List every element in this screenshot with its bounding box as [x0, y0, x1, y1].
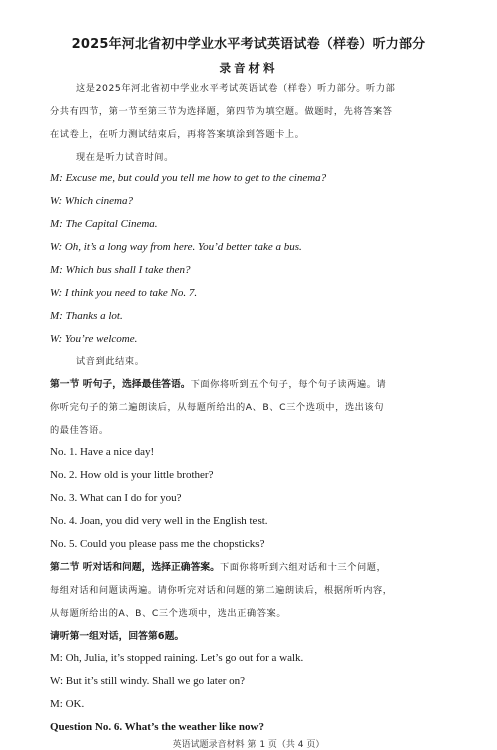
dialogue-line: M: Thanks a lot.: [50, 310, 123, 322]
section2-instructions-1: 下面你将听到六组对话和十三个问题，: [219, 562, 387, 573]
test-start-line: 现在是听力试音时间。: [76, 152, 174, 163]
section2-heading-line: [50, 561, 386, 574]
intro-line-3: 在试卷上，在听力测试结束后，再将答案填涂到答题卡上。: [50, 129, 305, 140]
intro-line-2: 分共有四节，第一节至第三节为选择题，第四节为填空题。做题时，先将答案答: [50, 106, 393, 117]
question-line: Question No. 6. What’s the weather like now?: [50, 721, 264, 733]
section1-item: No. 4. Joan, you did very well in the English test.: [50, 515, 268, 527]
dialogue-line: W: Oh, it’s a long way from here. You’d better take a bus.: [50, 241, 302, 253]
section2-instructions-2: 每组对话和问题读两遍。请你听完对话和问题的第二遍朗读后，根据所听内容，: [50, 585, 393, 596]
section1-instructions-1: 下面你将听到五个句子，每个句子读两遍。请: [190, 379, 387, 390]
section1-item: No. 1. Have a nice day!: [50, 446, 155, 458]
section1-instructions-2: 你听完句子的第二遍朗读后，从每题所给出的A、B、C三个选项中，选出该句: [50, 402, 385, 413]
section2-instructions-3: 从每题所给出的A、B、C三个选项中，选出正确答案。: [50, 608, 287, 619]
section2-dialogue-line: M: OK.: [50, 698, 85, 710]
group-prompt: 请听第一组对话，回答第6题。: [50, 631, 185, 642]
section2-heading: 第二节 听对话和问题，选择正确答案。: [50, 562, 220, 573]
document-subtitle: 录音材料: [219, 61, 278, 75]
dialogue-line: W: I think you need to take No. 7.: [50, 287, 198, 299]
section1-item: No. 5. Could you please pass me the chopsticks?: [50, 538, 265, 550]
dialogue-line: M: Excuse me, but could you tell me how to get to the cinema?: [50, 172, 327, 184]
section1-heading: 第一节 听句子，选择最佳答语。: [50, 379, 191, 390]
dialogue-line: W: You’re welcome.: [50, 333, 138, 345]
test-end-line: 试音到此结束。: [76, 356, 145, 367]
section1-item: No. 3. What can I do for you?: [50, 492, 182, 504]
dialogue-line: W: Which cinema?: [50, 195, 133, 207]
section2-dialogue-line: W: But it’s still windy. Shall we go later on?: [50, 675, 246, 687]
dialogue-line: M: Which bus shall I take then?: [50, 264, 191, 276]
page-footer: 英语试题录音材料 第 1 页（共 4 页）: [172, 740, 325, 750]
section1-item: No. 2. How old is your little brother?: [50, 469, 214, 481]
intro-line-1: 这是2025年河北省初中学业水平考试英语试卷（样卷）听力部分。听力部: [76, 83, 396, 94]
section2-dialogue-line: M: Oh, Julia, it’s stopped raining. Let’s go out for a walk.: [50, 652, 304, 664]
dialogue-line: M: The Capital Cinema.: [50, 218, 158, 230]
section1-heading-line: [50, 378, 386, 391]
section1-instructions-3: 的最佳答语。: [50, 425, 109, 436]
document-title: 2025年河北省初中学业水平考试英语试卷（样卷）听力部分: [71, 37, 426, 52]
